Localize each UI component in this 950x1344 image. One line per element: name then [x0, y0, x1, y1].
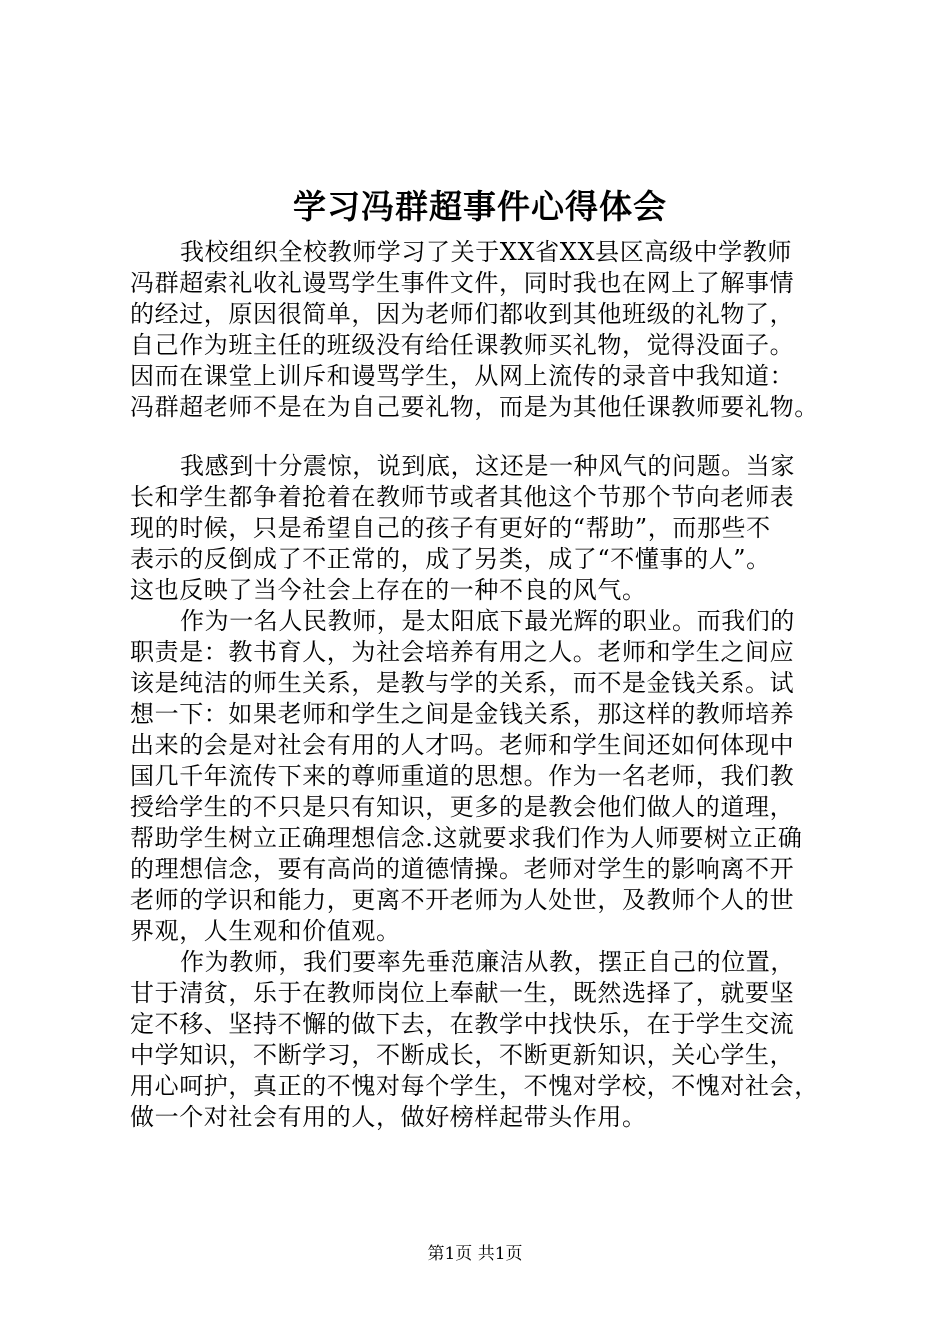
paragraph-line: 甘于清贫，乐于在教师岗位上奉献一生，既然选择了，就要坚 [130, 979, 795, 1007]
paragraph-line: 用心呵护，真正的不愧对每个学生，不愧对学校，不愧对社会， [130, 1072, 819, 1100]
paragraph-line: 表示的反倒成了不正常的，成了另类，成了“不懂事的人”。 [130, 545, 771, 573]
paragraph-line: 长和学生都争着抢着在教师节或者其他这个节那个节向老师表 [130, 483, 795, 511]
paragraph-line: 作为教师，我们要率先垂范廉洁从教，摆正自己的位置， [180, 948, 795, 976]
paragraph-line: 出来的会是对社会有用的人才吗。老师和学生间还如何体现中 [130, 731, 795, 759]
paragraph-line: 帮助学生树立正确理想信念.这就要求我们作为人师要树立正确 [130, 824, 803, 852]
paragraph-line: 冯群超老师不是在为自己要礼物，而是为其他任课教师要礼物。 [130, 393, 819, 421]
paragraph-line: 想一下：如果老师和学生之间是金钱关系，那这样的教师培养 [130, 700, 795, 728]
paragraph-line: 国几千年流传下来的尊师重道的思想。作为一名老师，我们教 [130, 762, 795, 790]
page-number-footer: 第1页 共1页 [427, 1244, 523, 1264]
paragraph-line: 界观，人生观和价值观。 [130, 917, 401, 945]
paragraph-line: 现的时候，只是希望自己的孩子有更好的“帮助”，而那些不 [130, 514, 771, 542]
paragraph-line: 定不移、坚持不懈的做下去，在教学中找快乐，在于学生交流 [130, 1010, 795, 1038]
paragraph-line: 做一个对社会有用的人，做好榜样起带头作用。 [130, 1103, 647, 1131]
paragraph-line: 我校组织全校教师学习了关于XX省XX县区高级中学教师 [180, 238, 792, 266]
paragraph-line: 的经过，原因很简单，因为老师们都收到其他班级的礼物了， [130, 300, 795, 328]
paragraph-line: 这也反映了当今社会上存在的一种不良的风气。 [130, 576, 647, 604]
paragraph-line: 的理想信念，要有高尚的道德情操。老师对学生的影响离不开 [130, 855, 795, 883]
paragraph-line: 授给学生的不只是只有知识，更多的是教会他们做人的道理， [130, 793, 795, 821]
paragraph-line: 冯群超索礼收礼谩骂学生事件文件，同时我也在网上了解事情 [130, 269, 795, 297]
paragraph-1 [130, 237, 850, 423]
paragraph-line: 职责是：教书育人，为社会培养有用之人。老师和学生之间应 [130, 638, 795, 666]
paragraph-4 [130, 947, 850, 1133]
paragraph-line: 作为一名人民教师，是太阳底下最光辉的职业。而我们的 [180, 607, 795, 635]
paragraph-line: 因而在课堂上训斥和谩骂学生，从网上流传的录音中我知道： [130, 362, 795, 390]
paragraph-line: 该是纯洁的师生关系，是教与学的关系，而不是金钱关系。试 [130, 669, 795, 697]
paragraph-3 [130, 606, 850, 947]
document-title: 学习冯群超事件心得体会 [293, 187, 667, 226]
paragraph-2 [130, 451, 850, 606]
paragraph-line: 我感到十分震惊，说到底，这还是一种风气的问题。当家 [180, 452, 795, 480]
paragraph-line: 自己作为班主任的班级没有给任课教师买礼物，觉得没面子。 [130, 331, 795, 359]
paragraph-line: 中学知识，不断学习，不断成长，不断更新知识，关心学生， [130, 1041, 795, 1069]
paragraph-line: 老师的学识和能力，更离不开老师为人处世，及教师个人的世 [130, 886, 795, 914]
